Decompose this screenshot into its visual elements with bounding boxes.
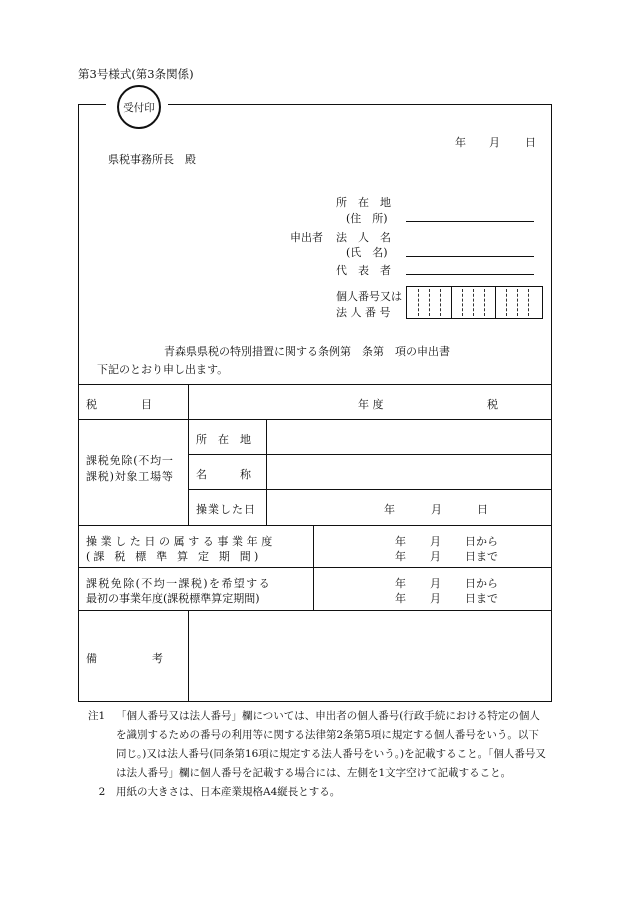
start-date-label: 操業した日 <box>196 503 256 516</box>
period1-from-day: 日から <box>465 535 498 548</box>
intro: 下記のとおり申し出ます。 <box>97 363 229 376</box>
hline-4 <box>188 489 552 490</box>
frame-left <box>78 104 79 702</box>
period2-from-month: 月 <box>430 577 441 590</box>
rep-label: 代 表 者 <box>336 264 391 277</box>
hline-7 <box>78 610 552 611</box>
date-year: 年 <box>455 136 466 149</box>
vline-main-2 <box>188 610 189 702</box>
hline-1 <box>78 384 552 385</box>
period2-to-month: 月 <box>430 592 441 605</box>
period2-from-day: 日から <box>465 577 498 590</box>
date-month: 月 <box>489 136 500 149</box>
period1-to-month: 月 <box>430 550 441 563</box>
addressee: 県税事務所長 殿 <box>108 153 196 166</box>
reception-stamp: 受付印 <box>117 85 161 129</box>
corp-line <box>406 256 534 257</box>
start-month: 月 <box>431 503 442 516</box>
note1-label: 注1 <box>88 710 106 722</box>
vline-main <box>188 384 189 526</box>
tax-kind: 税 <box>487 398 498 411</box>
address-sub: (住 所) <box>346 212 388 225</box>
form-id: 第3号様式(第3条関係) <box>78 67 194 81</box>
year-of-start-label-2: (課 税 標 準 算 定 期 間) <box>86 550 262 563</box>
first-year-label-2: 最初の事業年度(課税標準算定期間) <box>86 592 260 605</box>
number-label-2: 法 人 番 号 <box>336 306 391 319</box>
frame-right <box>551 104 552 702</box>
address-label: 所 在 地 <box>336 196 391 209</box>
title: 青森県県税の特別措置に関する条例第 条第 項の申出書 <box>164 345 450 358</box>
frame-bottom <box>78 701 552 702</box>
hline-2 <box>78 419 552 420</box>
note2-label: 2 <box>98 786 106 798</box>
date-day: 日 <box>525 136 536 149</box>
rep-line <box>406 274 534 275</box>
location-label: 所 在 地 <box>196 433 251 446</box>
year-of-start-label-1: 操業した日の属する事業年度 <box>86 535 276 548</box>
frame-top-left <box>78 104 106 105</box>
remarks-label: 備 考 <box>86 652 163 665</box>
corp-label: 法 人 名 <box>336 231 391 244</box>
hline-6 <box>78 567 552 568</box>
name-label: 名 称 <box>196 468 251 481</box>
period2-to-day: 日まで <box>465 592 498 605</box>
number-label-1: 個人番号又は <box>336 290 402 303</box>
period2-to-year: 年 <box>395 592 406 605</box>
hline-5 <box>78 525 552 526</box>
corp-sub: (氏 名) <box>346 246 388 259</box>
start-year: 年 <box>384 503 395 516</box>
period1-from-month: 月 <box>430 535 441 548</box>
period1-from-year: 年 <box>395 535 406 548</box>
note2-text: 用紙の大きさは、日本産業規格A4縦長とする。 <box>116 786 341 798</box>
period1-to-day: 日まで <box>465 550 498 563</box>
number-boxes[interactable] <box>406 286 543 319</box>
notes <box>88 707 548 802</box>
frame-top-right <box>168 104 552 105</box>
period1-to-year: 年 <box>395 550 406 563</box>
vline-sub <box>266 419 267 526</box>
tax-year: 年 度 <box>358 398 384 411</box>
first-year-label-1: 課税免除(不均一課税)を希望する <box>86 577 271 590</box>
address-line <box>406 221 534 222</box>
note1-text: 「個人番号又は法人番号」欄については、申出者の個人番号(行政手続における特定の個人を識別するための番号の利用等に関する法律第2条第5項に規定する個人番号をいう。以下同じ。)又は法人番号(同条第16項に規定する法人番号をいう。)を記載すること。「個人番号又は法人番号」欄に個人番号を記載する場合には、左側を1文字空けて記載すること。 <box>116 710 546 779</box>
applicant-label: 申出者 <box>290 231 323 244</box>
hline-3 <box>188 454 552 455</box>
period2-from-year: 年 <box>395 577 406 590</box>
start-day: 日 <box>477 503 488 516</box>
tax-item-label: 税 目 <box>86 398 152 411</box>
vline-period <box>313 525 314 611</box>
target-label: 課税免除(不均一課税)対象工場等 <box>86 454 174 483</box>
